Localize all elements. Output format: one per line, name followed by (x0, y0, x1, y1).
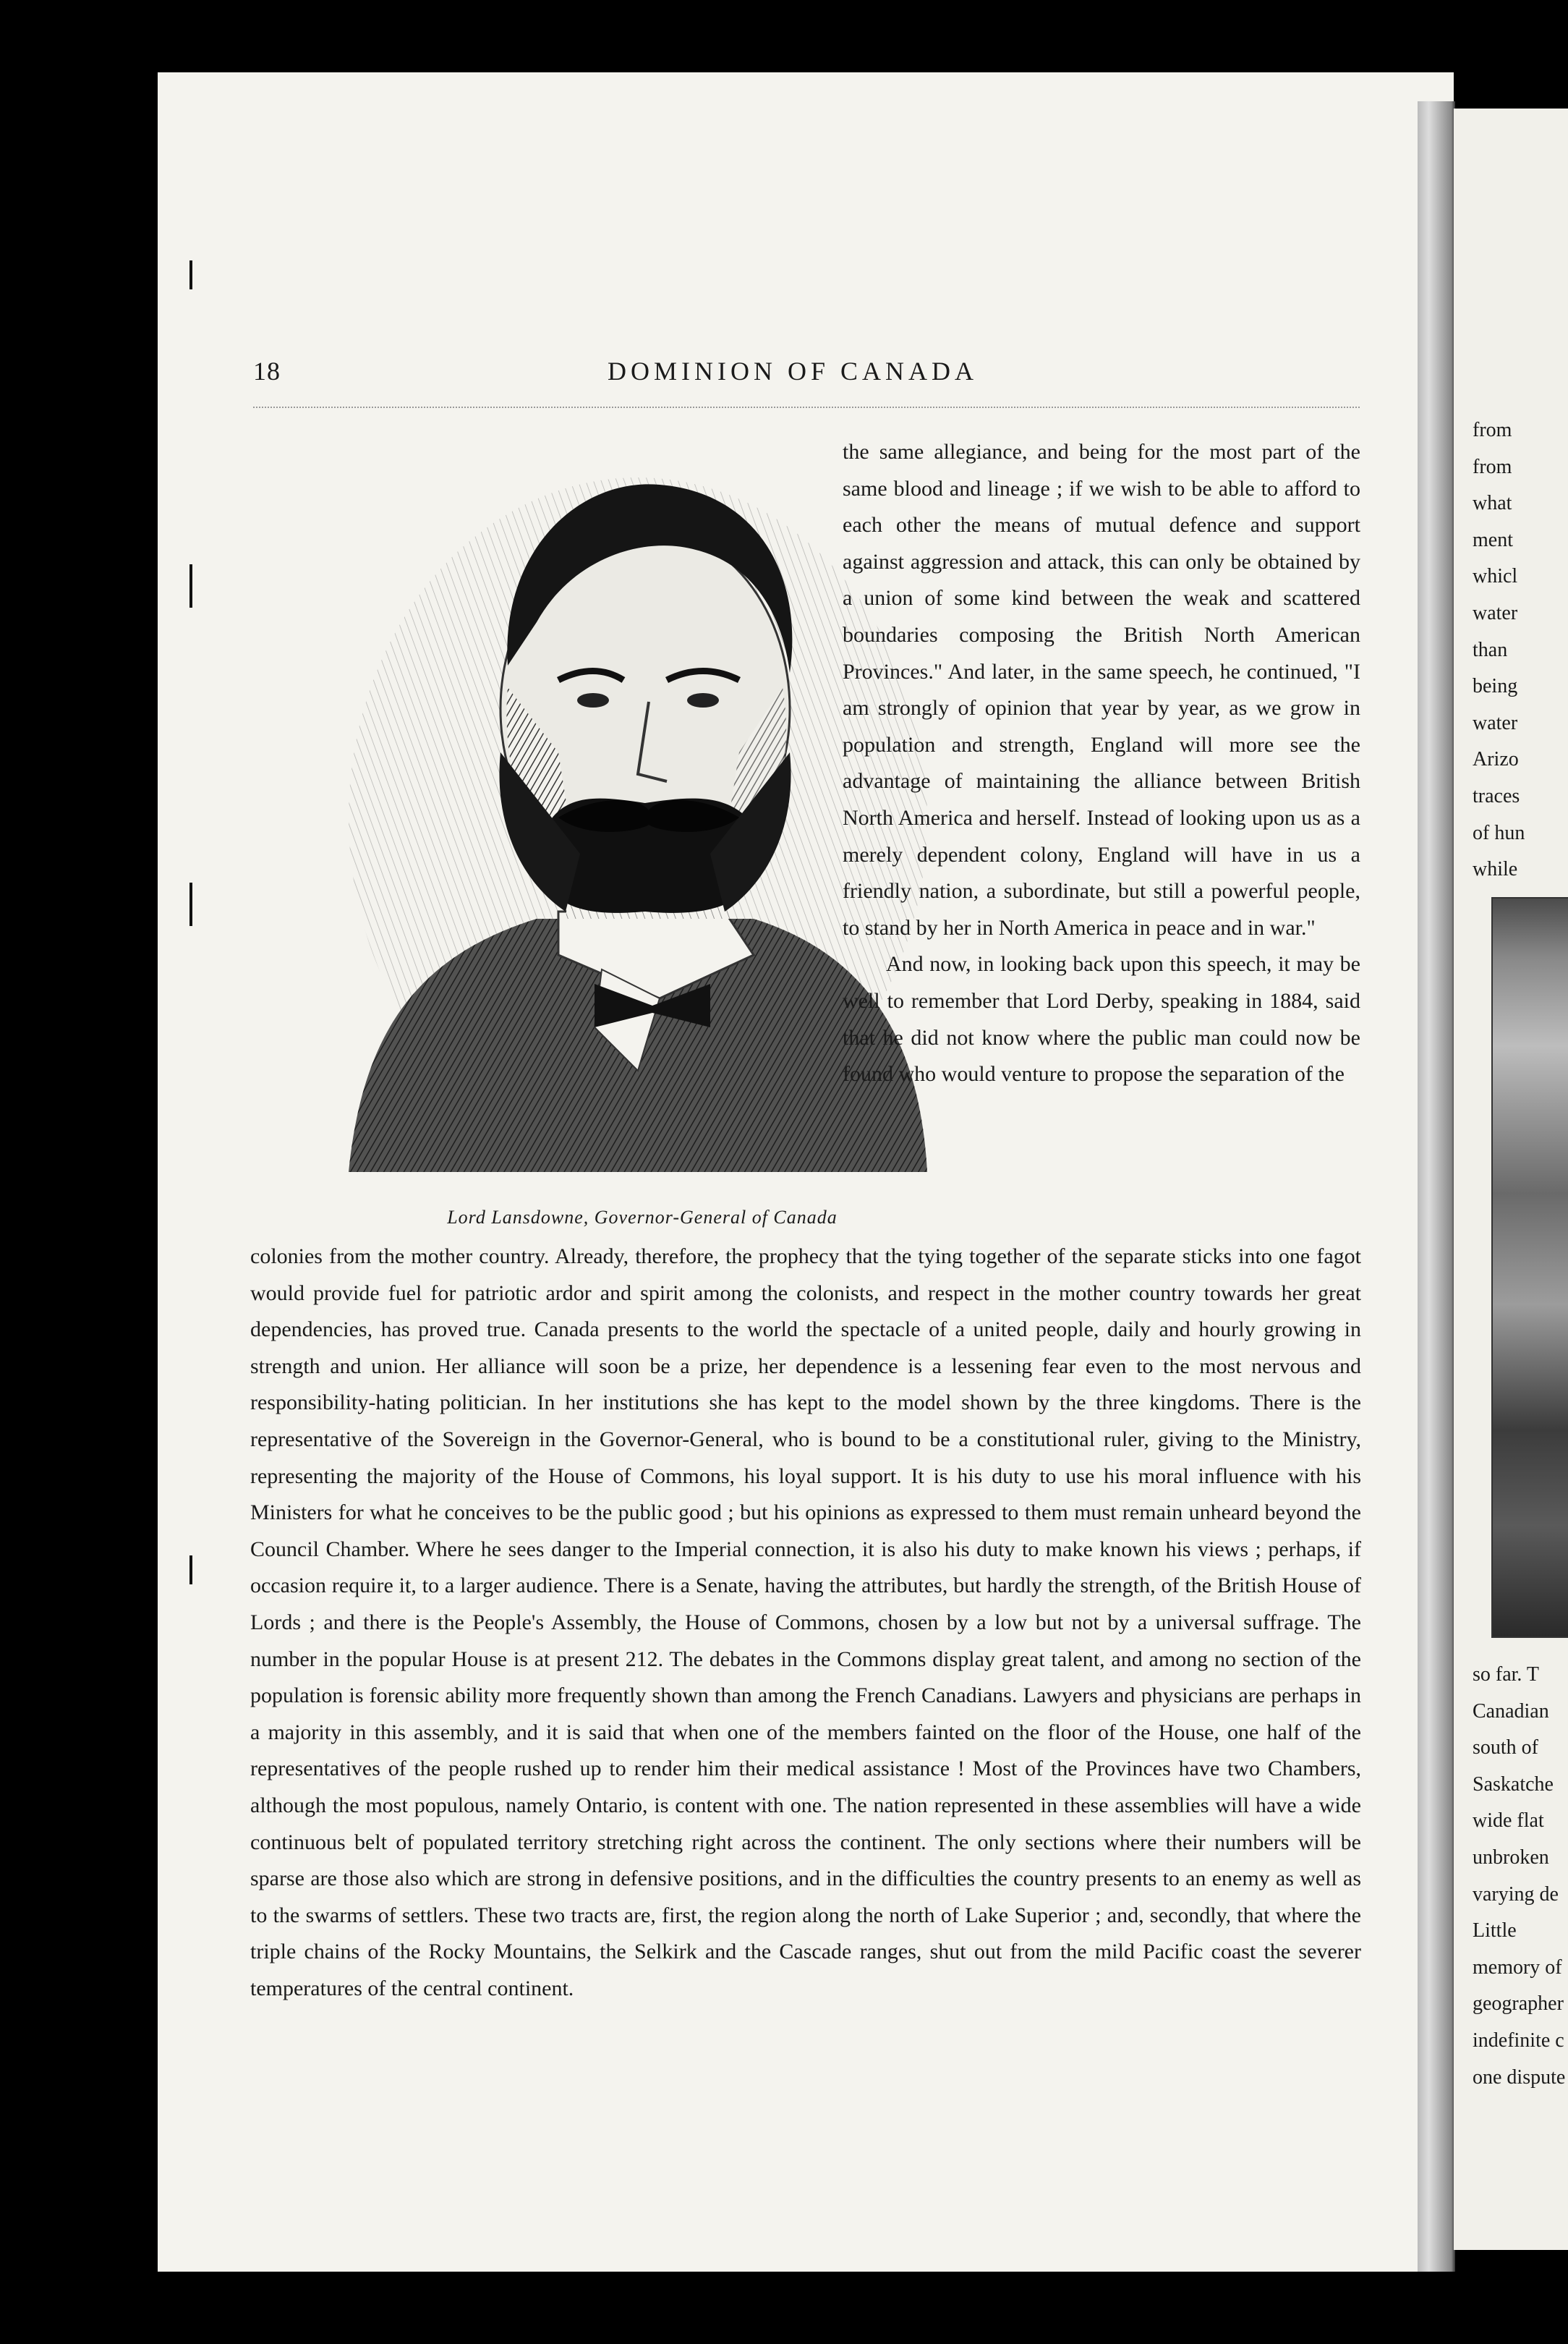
paragraph: And now, in looking back upon this speech, it may be well to remember that Lord Derby, speaking in 1884, said that he did not know where the public man could now be found who would venture to propose the separation of the (843, 952, 1360, 1087)
text-line: varying de (1473, 1882, 1559, 1906)
text-line: one dispute (1473, 2065, 1566, 2089)
facing-page-text-bottom (1473, 1657, 1568, 2096)
margin-mark (189, 883, 192, 926)
paragraph: the same allegiance, and being for the most part of the same blood and lineage ; if we wish to be able to afford to each other the means of mutual defence and support against aggression and attack, this can only be obtained by a union of some kind between the weak and scattered boundaries composing the British North American Provinces." And later, in the same speech, he continued, "I am strongly of opinion that year by year, as we grow in population and strength, England will more see the advantage of maintaining the alliance between British North America and herself. Instead of looking upon us as a merely dependent colony, England will have in us a friendly nation, a subordinate, but still a powerful people, to stand by her in North America in peace and in war." (843, 440, 1360, 940)
text-line: Canadian (1473, 1699, 1549, 1723)
page-header (158, 356, 1454, 392)
facing-page-text-top (1473, 412, 1568, 888)
book-page-left (158, 72, 1454, 2272)
text-line: unbroken (1473, 1846, 1549, 1869)
text-line: Little (1473, 1919, 1517, 1942)
text-line: of hun (1473, 821, 1525, 844)
margin-mark (189, 1555, 192, 1584)
text-line: memory of (1473, 1956, 1562, 1979)
text-line: indefinite c (1473, 2029, 1564, 2052)
text-line: Arizo (1473, 748, 1519, 771)
text-line: water (1473, 711, 1518, 734)
landscape-illustration (1491, 897, 1568, 1638)
text-line: from (1473, 455, 1512, 478)
text-line: than (1473, 638, 1508, 661)
portrait-caption: Lord Lansdowne, Governor-General of Canada (447, 1207, 838, 1228)
margin-mark (189, 260, 192, 289)
text-column-right (843, 434, 1360, 1093)
page-gutter-shadow (1418, 101, 1455, 2272)
text-line: while (1473, 858, 1518, 881)
text-line: south of (1473, 1736, 1538, 1759)
text-column-full (250, 1239, 1361, 2007)
page-number: 18 (253, 357, 281, 386)
margin-mark (189, 564, 192, 608)
text-line: so far. T (1473, 1663, 1540, 1686)
text-line: being (1473, 675, 1518, 698)
text-line: traces (1473, 784, 1520, 807)
running-head: DOMINION OF CANADA (608, 357, 978, 386)
text-line: Saskatche (1473, 1772, 1554, 1796)
text-line: whicl (1473, 565, 1518, 588)
book-page-right (1454, 109, 1568, 2250)
text-line: geographer (1473, 1992, 1564, 2016)
text-line: from (1473, 419, 1512, 441)
text-line: ment (1473, 528, 1513, 551)
paragraph: colonies from the mother country. Already, therefore, the prophecy that the tying together of the separate sticks into one fagot would provide fuel for patriotic ardor and spirit among the colonists, and respect in the mother country towards her great dependencies, has proved true. Canada presents to the world the spectacle of a united people, daily and hourly growing in strength and union. Her alliance will soon be a prize, her dependence is a lessening fear even to the most nervous and responsibility-hating politician. In her institutions she has kept to the model shown by the three kingdoms. There is the representative of the Sovereign in the Governor-General, who is bound to be a constitutional ruler, giving to the Ministry, representing the majority of the House of Commons, his loyal support. It is his duty to use his moral influence with his Ministers for what he conceives to be the public good ; but his opinions as expressed to them must remain unheard beyond the Council Chamber. Where he sees danger to the Imperial connection, it is also his duty to make known his views ; perhaps, if occasion require it, to a larger audience. There is a Senate, having the attributes, but hardly the strength, of the British House of Lords ; and there is the People's Assembly, the House of Commons, chosen by a low but not by a universal suffrage. The number in the popular House is at present 212. The debates in the Commons display great talent, and among no section of the population is forensic ability more frequently shown than among the French Canadians. Lawyers and physicians are perhaps in a majority in this assembly, and it is said that when one of the members fainted on the floor of the House, one half of the representatives of the people rushed up to render him their medical assistance ! Most of the Provinces have two Chambers, although the most populous, namely Ontario, is content with one. The nation represented in these assemblies will have a wide continuous belt of populated territory stretching right across the continent. The only sections where their numbers will be sparse are those also which are strong in defensive positions, and in the difficulties the country presents to an enemy as well as to the swarms of settlers. These two tracts are, first, the region along the north of Lake Superior ; and, secondly, that where the triple chains of the Rocky Mountains, the Selkirk and the Cascade ranges, shut out from the mild Pacific coast the severer temperatures of the central continent. (250, 1244, 1361, 2000)
text-line: water (1473, 601, 1518, 624)
header-rule (253, 407, 1360, 409)
text-line: wide flat (1473, 1809, 1544, 1833)
text-line: what (1473, 492, 1512, 515)
